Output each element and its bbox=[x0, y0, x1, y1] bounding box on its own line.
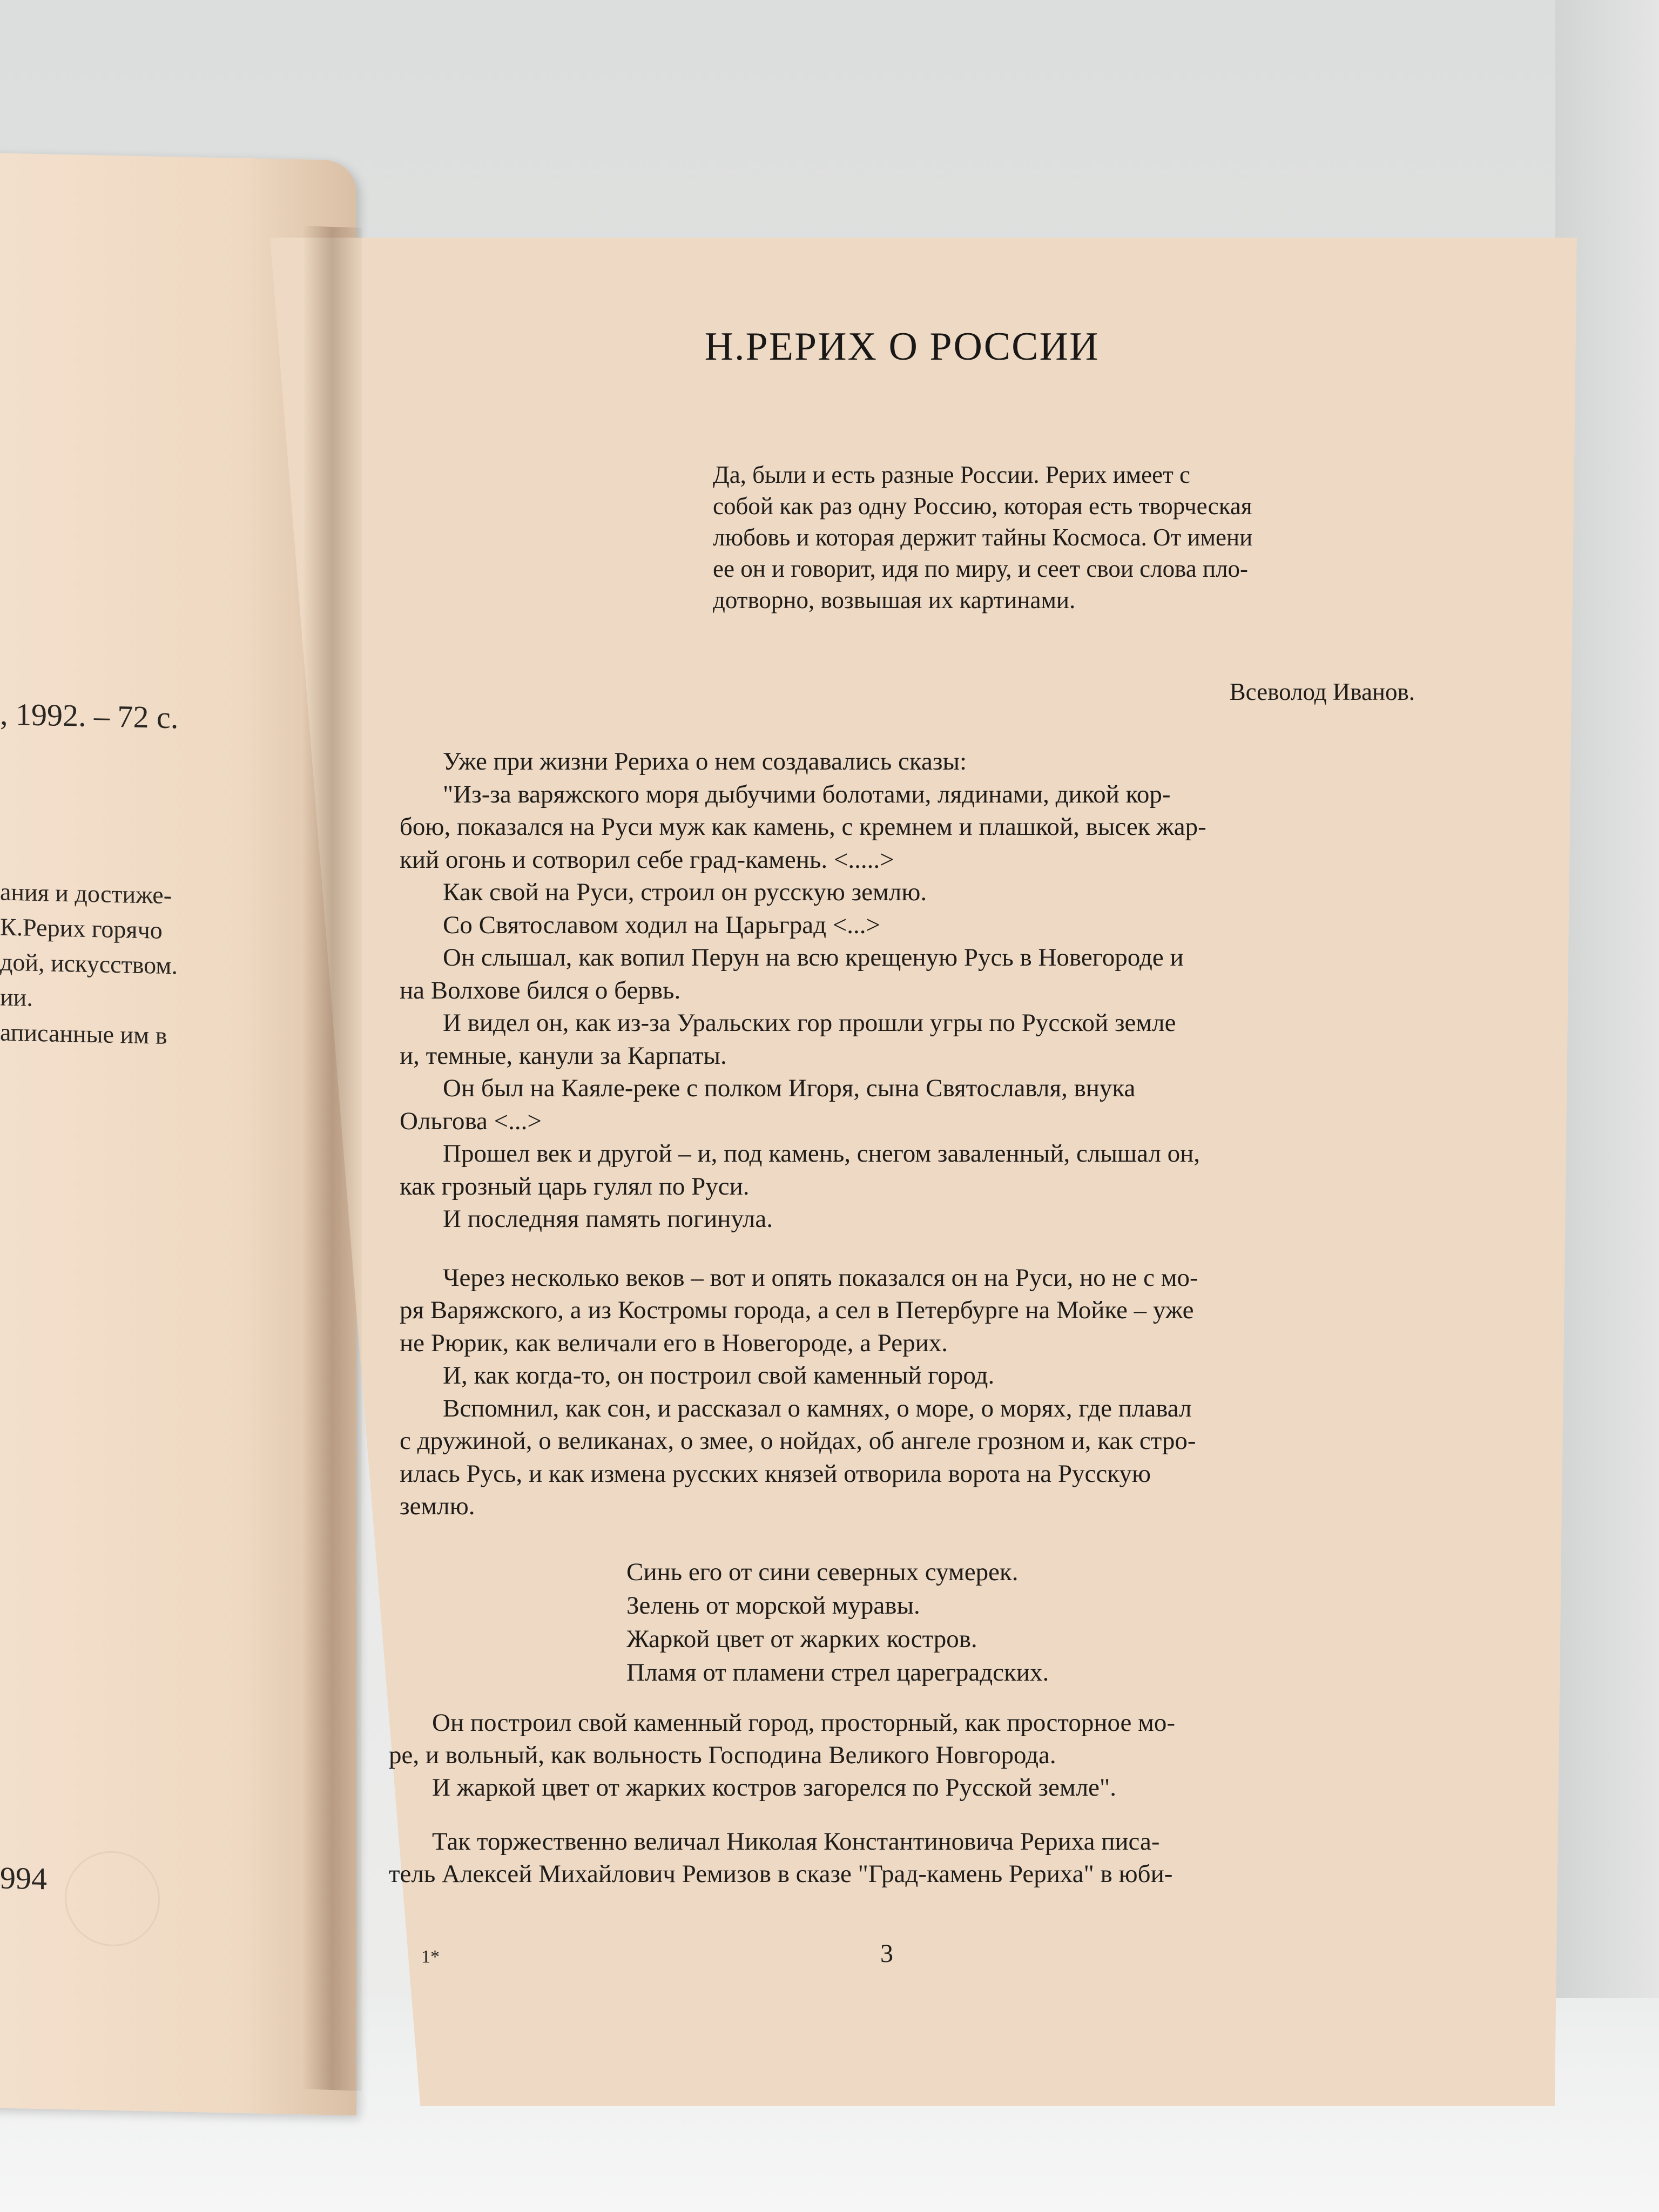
prose-line: ря Варяжского, а из Костромы города, а сел в Петербурге на Мойке – уже bbox=[400, 1296, 1194, 1324]
prose-line: И последняя память погинула. bbox=[443, 1205, 773, 1233]
prose-line: кий огонь и сотворил себе град-камень. <.....> bbox=[400, 845, 894, 874]
prose-line: на Волхове бился о бервь. bbox=[400, 976, 681, 1004]
prose-line: как грозный царь гулял по Руси. bbox=[400, 1172, 750, 1201]
epigraph bbox=[713, 459, 1415, 616]
prose-line: не Рюрик, как величали его в Новегороде, а Рерих. bbox=[400, 1328, 948, 1357]
prose-line: Ольгова <...> bbox=[400, 1107, 542, 1135]
epigraph-line: Да, были и есть разные России. Рерих имеет с bbox=[713, 461, 1190, 488]
epigraph-line: любовь и которая держит тайны Космоса. От имени bbox=[713, 524, 1253, 551]
poem-block bbox=[626, 1555, 1049, 1689]
left-page-line: ания и достиже- bbox=[0, 878, 172, 909]
prose-line: Он построил свой каменный город, просторный, как просторное мо- bbox=[432, 1709, 1176, 1737]
prose-line: Через несколько веков – вот и опять показался он на Руси, но не с мо- bbox=[443, 1263, 1198, 1292]
poem-line: Жаркой цвет от жарких костров. bbox=[626, 1625, 977, 1653]
left-page-line: , 1992. – 72 с. bbox=[0, 696, 179, 736]
prose-line: И видел он, как из-за Уральских гор прошли угры по Русской земле bbox=[443, 1009, 1176, 1037]
page-title: Н.РЕРИХ О РОССИИ bbox=[704, 325, 1100, 369]
prose-line: ре, и вольный, как вольность Господина Великого Новгорода. bbox=[389, 1741, 1056, 1769]
prose-line: "Из-за варяжского моря дыбучими болотами, лядинами, дикой кор- bbox=[443, 780, 1171, 808]
prose-line: Так торжественно величал Николая Константиновича Рериха писа- bbox=[432, 1827, 1160, 1856]
prose-line: Уже при жизни Рериха о нем создавались сказы: bbox=[443, 747, 967, 775]
prose-line: бою, показался на Руси муж как камень, с кремнем и плашкой, высек жар- bbox=[400, 813, 1206, 841]
prose-line: И, как когда-то, он построил свой каменный город. bbox=[443, 1361, 995, 1390]
prose-line: Прошел век и другой – и, под камень, снегом заваленный, слышал он, bbox=[443, 1139, 1200, 1168]
prose-line: илась Русь, и как измена русских князей отворила ворота на Русскую bbox=[400, 1459, 1151, 1488]
poem-line: Синь его от сини северных сумерек. bbox=[626, 1558, 1019, 1586]
epigraph-author: Всеволод Иванов. bbox=[1229, 678, 1415, 705]
prose-line: Как свой на Руси, строил он русскую землю. bbox=[443, 878, 927, 906]
prose-line: И жаркой цвет от жарких костров загорелся по Русской земле". bbox=[432, 1773, 1116, 1802]
prose-line: с дружиной, о великанах, о змее, о нойдах, об ангеле грозном и, как стро- bbox=[400, 1427, 1196, 1455]
epigraph-line: собой как раз одну Россию, которая есть творческая bbox=[713, 493, 1252, 520]
left-page-line: аписанные им в bbox=[0, 1018, 167, 1049]
prose-line: Он был на Каяле-реке с полком Игоря, сына Святославля, внука bbox=[443, 1074, 1136, 1102]
prose-line: Он слышал, как вопил Перун на всю крещеную Русь в Новегороде и bbox=[443, 943, 1184, 972]
signature-mark: 1* bbox=[421, 1947, 440, 1967]
left-page-line: К.Рерих горячо bbox=[0, 913, 163, 944]
prose-line: тель Алексей Михайлович Ремизов в сказе "Град-камень Рериха" в юби- bbox=[389, 1860, 1173, 1888]
epigraph-line: ее он и говорит, идя по миру, и сеет свои слова пло- bbox=[713, 555, 1249, 582]
prose-block bbox=[400, 745, 1415, 1523]
left-page-line: ии. bbox=[0, 983, 33, 1011]
poem-line: Пламя от пламени стрел цареградских. bbox=[626, 1658, 1049, 1687]
closing-block bbox=[389, 1707, 1415, 1804]
left-page-year: 994 bbox=[0, 1860, 47, 1897]
final-block bbox=[389, 1825, 1415, 1890]
prose-line: и, темные, канули за Карпаты. bbox=[400, 1041, 727, 1070]
page-number: 3 bbox=[880, 1939, 893, 1968]
left-page-line: дой, искусством. bbox=[0, 948, 178, 980]
epigraph-line: дотворно, возвышая их картинами. bbox=[713, 586, 1076, 613]
prose-line: Вспомнил, как сон, и рассказал о камнях, о море, о морях, где плавал bbox=[443, 1394, 1192, 1422]
prose-line: Со Святославом ходил на Царьград <...> bbox=[443, 911, 881, 939]
book-spine-shadow bbox=[302, 226, 362, 2091]
prose-line: землю. bbox=[400, 1492, 475, 1520]
paper-stain bbox=[65, 1850, 160, 1947]
poem-line: Зелень от морской муравы. bbox=[626, 1591, 920, 1620]
